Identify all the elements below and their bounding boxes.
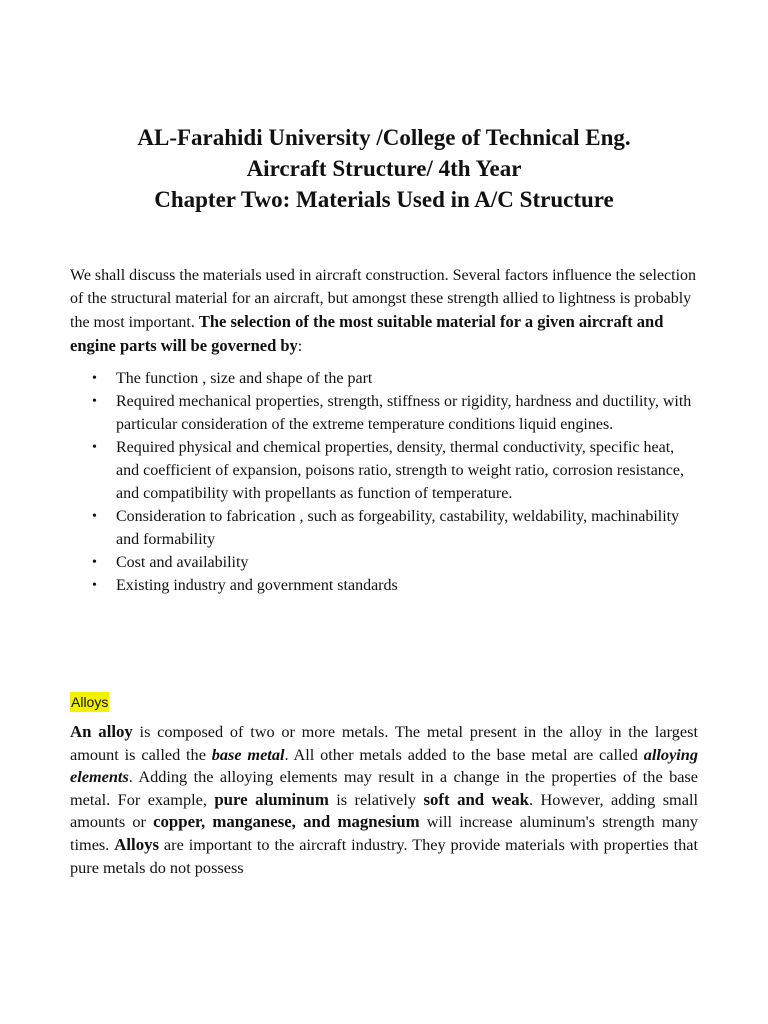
alloys-text-7: are important to the aircraft industry. They provide materials with properties that pure metals do not possess — [70, 834, 698, 877]
alloys-paragraph — [70, 721, 698, 879]
list-item-text: Existing industry and government standards — [116, 577, 398, 594]
list-item — [70, 574, 700, 597]
alloys-text-4: is relatively — [328, 789, 424, 809]
intro-colon: : — [297, 338, 303, 355]
term-alloying-metals: copper, manganese, and magnesium — [153, 812, 420, 832]
bullet-icon: • — [92, 440, 97, 455]
header-university: AL-Farahidi University /College of Technical Eng. — [137, 125, 631, 150]
list-item — [70, 367, 700, 390]
term-an-alloy: An alloy — [70, 722, 133, 741]
list-item — [70, 551, 700, 574]
intro-paragraph — [70, 264, 700, 358]
bullet-icon: • — [92, 394, 97, 409]
intro-bold-text: The selection of the most suitable material for a given aircraft and engine parts will be governed by — [70, 312, 664, 355]
term-soft-and-weak: soft and weak — [423, 789, 529, 809]
header-chapter: Chapter Two: Materials Used in A/C Structure — [154, 187, 614, 212]
term-alloys: Alloys — [114, 834, 160, 854]
header-course: Aircraft Structure/ 4th Year — [246, 156, 522, 181]
factor-list — [70, 367, 700, 597]
bullet-icon: • — [92, 578, 97, 593]
bullet-icon: • — [92, 509, 97, 524]
list-item-text: Consideration to fabrication , such as forgeability, castability, weldability, machinability and formability — [116, 508, 680, 548]
list-item-text: Required mechanical properties, strength, stiffness or rigidity, hardness and ductility, with particular consideration of the extreme temperature conditions liquid engines. — [116, 393, 692, 433]
alloys-text-5: . However, adding small amounts or — [70, 789, 698, 832]
alloys-text-6: will increase aluminum's strength many times. — [70, 812, 698, 854]
alloys-heading: Alloys — [71, 694, 109, 710]
document-header — [0, 122, 768, 215]
list-item-text: Required physical and chemical properties, density, thermal conductivity, specific heat, and coefficient of expansion, poisons ratio, strength to weight ratio, corrosion resistance, and compatibility with propellants as function of temperature. — [116, 439, 684, 502]
list-item — [70, 436, 700, 505]
alloys-text-3: . Adding the alloying elements may result in a change in the properties of the base metal. For example, — [70, 767, 698, 809]
intro-text: We shall discuss the materials used in aircraft construction. Several factors influence the selection of the structural material for an aircraft, but amongst these strength allied to lightness is probably the most important. — [70, 267, 697, 331]
term-alloying-elements: alloying elements — [70, 744, 699, 787]
alloys-text-2: . All other metals added to the base metal are called — [284, 744, 644, 764]
list-item-text: Cost and availability — [116, 554, 249, 571]
bullet-icon: • — [92, 555, 97, 570]
list-item-text: The function , size and shape of the part — [116, 370, 373, 387]
list-item — [70, 505, 700, 551]
term-base-metal: base metal — [211, 744, 285, 764]
bullet-icon: • — [92, 371, 97, 386]
alloys-text-1: is composed of two or more metals. The metal present in the alloy in the largest amount is called the — [70, 722, 698, 764]
term-pure-aluminum: pure aluminum — [214, 789, 329, 809]
list-item — [70, 390, 700, 436]
